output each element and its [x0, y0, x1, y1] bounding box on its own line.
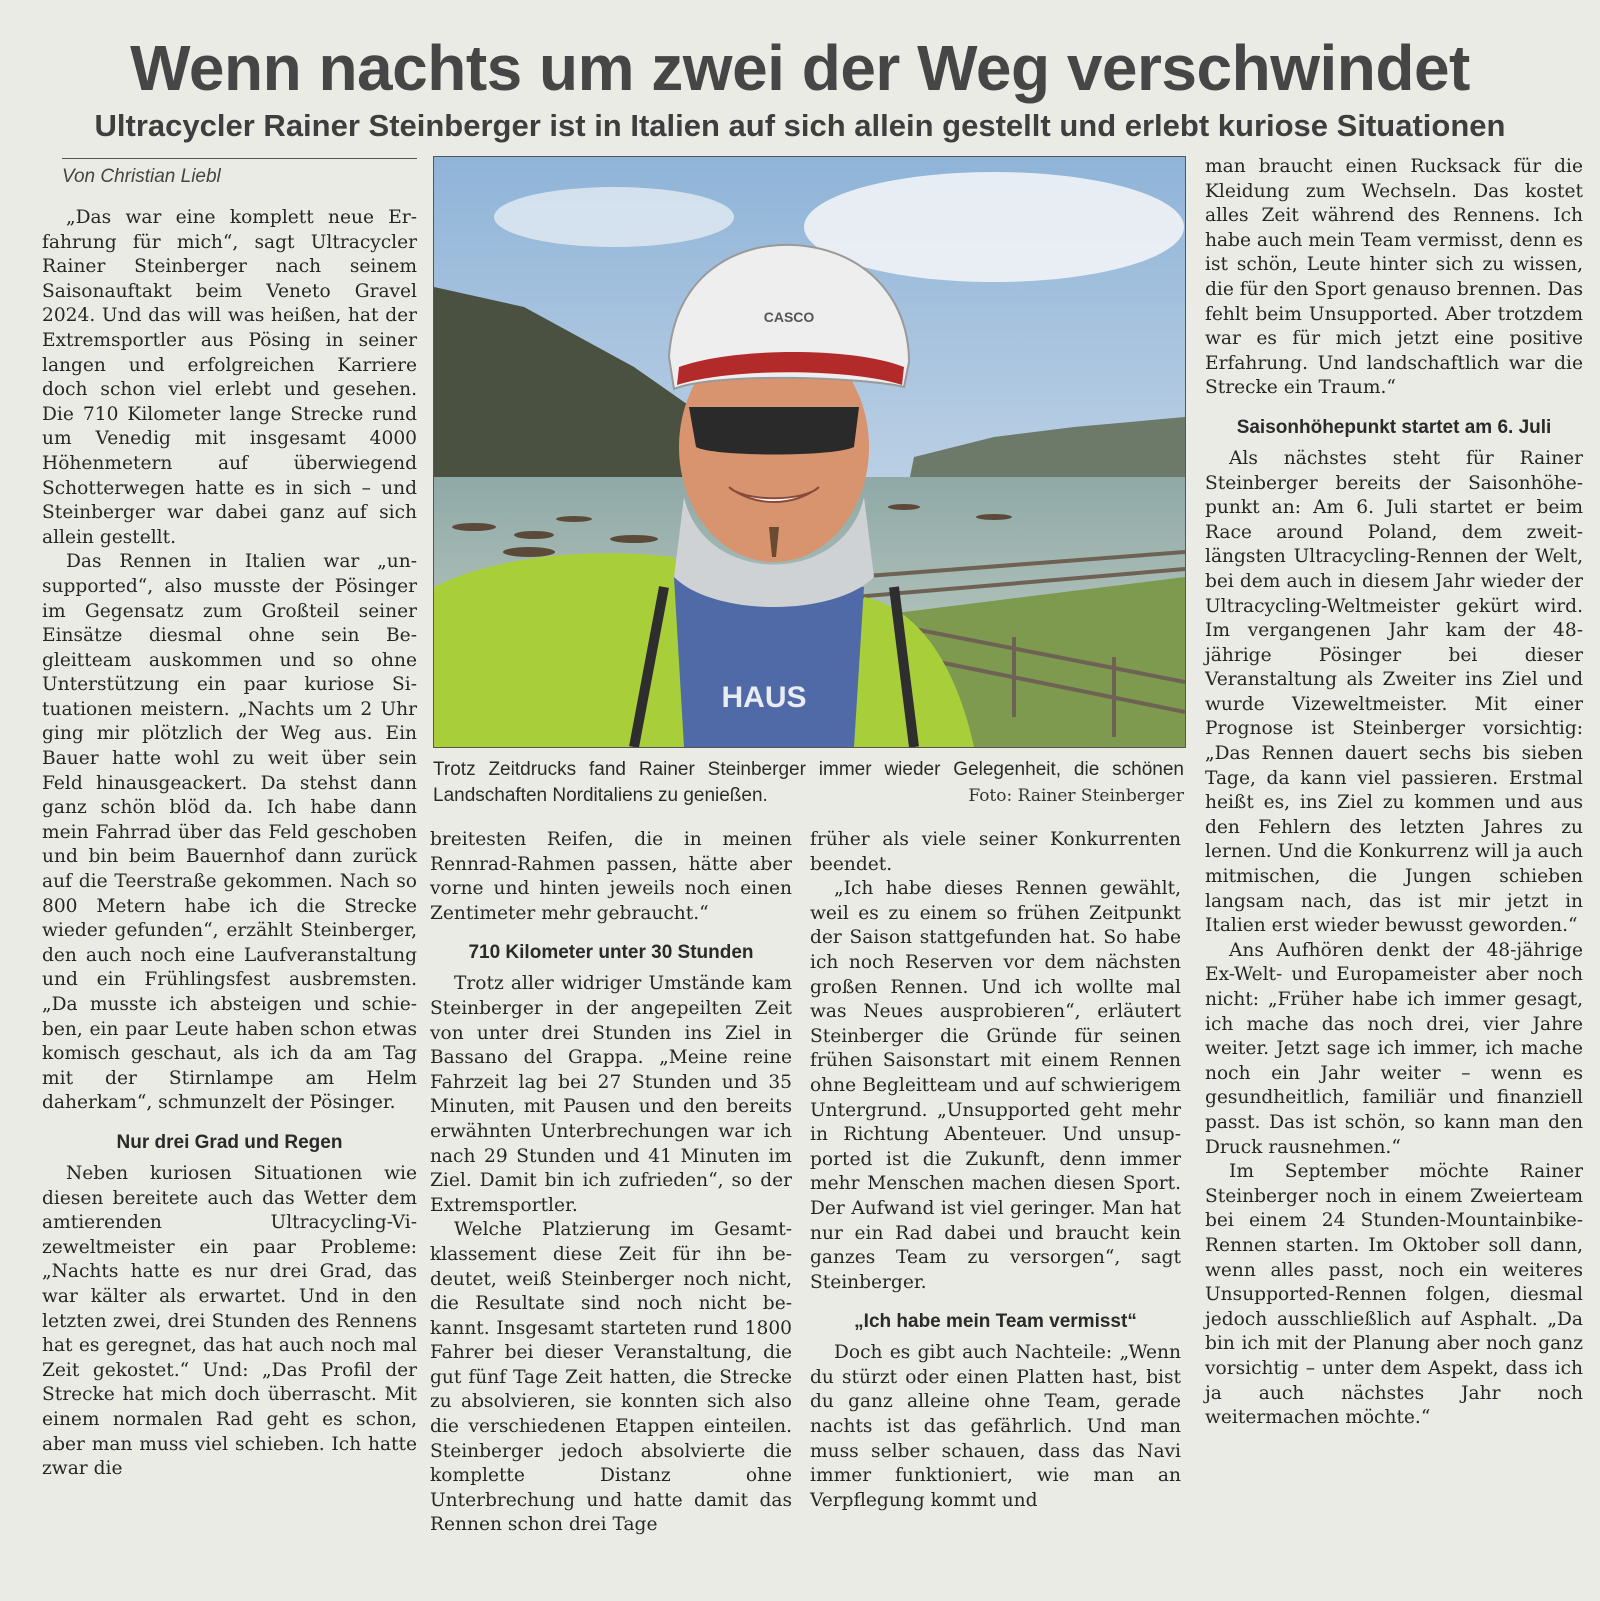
article-photo: [433, 156, 1186, 748]
article-column-2: [430, 828, 792, 1538]
paragraph: „Das war eine komplett neue Erfahrung für mich“, sagt Ultracycler Rainer Steinberger nach seinem Saisonauftakt beim Veneto Gravel 2024. Und das will was heißen, hat der Extremsportler aus Pösing in seiner langen und erfolgreichen Karriere doch schon viel erlebt und gesehen. Die 710 Kilometer lange Strecke rund um Venedig mit insgesamt 4000 Höhenmetern auf überwiegend Schotterwegen hatte es in sich – und Steinberger war dabei ganz auf sich allein gestellt.: [42, 207, 417, 548]
sunglasses: [689, 407, 859, 455]
byline: Von Christian Liebl: [62, 166, 221, 187]
paragraph: „Ich habe dieses Rennen gewählt, weil es zu einem so frühen Zeitpunkt der Saison stattgefunden hat. So habe ich noch Reserven vor dem nächsten großen Rennen. Und ich wollte mal was Neues ausprobieren“, erläutert Steinberger die Gründe für seinen frühen Saisonstart mit einem Rennen ohne Begleitteam und auf schwierigem Untergrund. „Unsupported geht mehr in Richtung Abenteuer. Und unsupported ist die Zukunft, denn immer mehr Menschen machen diesen Sport. Der Aufwand ist viel geringer. Man hat nur ein Rad dabei und braucht kein ganzes Team zu versorgen“, sagt Steinberger.: [810, 878, 1181, 1293]
shirt-text: HAUS: [721, 681, 807, 714]
section-heading: 710 Kilometer unter 30 Stunden: [468, 942, 754, 964]
headline: Wenn nachts um zwei der Weg verschwindet: [130, 32, 1470, 104]
selfie-illustration: [434, 157, 1185, 747]
helmet-brand: CASCO: [763, 309, 815, 325]
paragraph: Im September möchte Rainer Steinberger noch in einem Zweierteam bei einem 24 Stunden-Mountainbike-Rennen starten. Im Oktober soll dann, wenn alles passt, noch ein weiteres Unsupported-Rennen folgen, diesmal jedoch ausschließlich auf Asphalt. „Da bin ich mit der Planung aber noch ganz vorsichtig – unter dem Aspekt, dass ich ja auch nächstes Jahr noch weitermachen möchte.“: [1205, 1161, 1583, 1429]
section-heading: Saisonhöhepunkt startet am 6. Juli: [1236, 416, 1552, 438]
section-heading: Nur drei Grad und Regen: [116, 1131, 343, 1153]
byline-rule: [62, 158, 417, 159]
paragraph: Das Rennen in Italien war „unsupported“, also musste der Pösinger im Gegensatz zum Großteil seiner Einsätze diesmal ohne sein Begleitteam auskommen und so ohne Unterstützung ein paar kuriose Situationen meistern. „Nachts um 2 Uhr ging mir plötzlich der Weg aus. Ein Bauer hatte wohl zu weit über sein Feld hinausgeackert. Da stehst dann ganz schön blöd da. Ich habe dann mein Fahrrad über das Feld geschoben und bin beim Bauernhof dann zurück auf die Teerstraße gekommen. Nach so 800 Metern habe ich die Strecke wieder gefunden“, erzählt Steinberger, den auch noch eine Laufveranstaltung und ein Frühlingsfest ausbremsten. „Da musste ich absteigen und schieben, ein paar Leute haben schon etwas komisch geschaut, als ich da am Tag mit der Stirnlampe am Helm daherkam“, schmunzelt der Pösinger.: [42, 551, 417, 1114]
paragraph: Neben kuriosen Situationen wie diesen bereitete auch das Wetter dem amtierenden Ultracycling-Vizeweltmeister ein paar Probleme: „Nachts hatte es nur drei Grad, das war kälter als erwartet. Und in den letzten zwei, drei Stunden des Rennens hat es geregnet, das hat auch noch mal Zeit gekostet.“ Und: „Das Profil der Strecke hat mich doch überrascht. Mit einem normalen Rad geht es schon, aber man muss viel schieben. Ich hatte zwar die: [42, 1162, 417, 1480]
photo-caption: [433, 757, 1184, 809]
section-heading: „Ich habe mein Team vermisst“: [854, 1311, 1137, 1333]
caption-text: Trotz Zeitdrucks fand Rainer Steinberger immer wieder Gelegenheit, die schönen Landschaften Norditaliens zu genießen.: [433, 759, 1184, 806]
subheadline: Ultracycler Rainer Steinberger ist in Italien auf sich allein gestellt und erlebt kuriose Situationen: [94, 108, 1506, 143]
article-column-4: [1205, 155, 1583, 1431]
paragraph: Welche Platzierung im Gesamtklassement diese Zeit für ihn bedeutet, weiß Steinberger noch nicht, die Resultate sind noch nicht bekannt. Insgesamt starteten rund 1800 Fahrer bei dieser Veranstaltung, die gut fünf Tage Zeit hatten, die Strecke zu absolvieren, sie konnten sich also die verschiedenen Etappen einteilen. Steinberger jedoch absolvierte die komplette Distanz ohne Unterbrechung und hatte damit das Rennen schon drei Tage: [430, 1219, 792, 1536]
article-column-1: [42, 206, 417, 1482]
article-column-3: [810, 828, 1181, 1513]
paragraph: breitesten Reifen, die in meinen Rennrad-Rahmen passen, hätte aber vorne und hinten jeweils noch einen Zentimeter mehr gebraucht.“: [430, 829, 792, 924]
paragraph: Doch es gibt auch Nachteile: „Wenn du stürzt oder einen Platten hast, bist du ganz alleine ohne Team, gerade nachts ist das gefährlich. Und man muss selber schauen, dass das Navi immer funktioniert, wie man an Verpflegung kommt und: [810, 1342, 1181, 1511]
paragraph: Als nächstes steht für Rainer Steinberger bereits der Saisonhöhepunkt an: Am 6. Juli startet er beim Race around Poland, dem zweitlängsten Ultracycling-Rennen der Welt, bei dem auch in diesem Jahr wieder der Ultracycling-Weltmeister gekürt wird. Im vergangenen Jahr kam der 48-jährige Pösinger bei dieser Veranstaltung als Zweiter ins Ziel und wurde Vizeweltmeister. Mit einer Prognose ist Steinberger vorsichtig: „Das Rennen dauert sechs bis sieben Tage, da kann viel passieren. Erstmal heißt es, ins Ziel zu kommen und aus den Fehlern des letzten Jahres zu lernen. Und die Konkurrenz will ja auch mitmischen, die Jungen schieben langsam nach, das ist mir jetzt in Italien erst wieder bewusst geworden.“: [1205, 447, 1583, 937]
cloud: [494, 187, 734, 247]
paragraph: man braucht einen Rucksack für die Kleidung zum Wechseln. Das kostet alles Zeit während des Rennens. Ich habe auch mein Team vermisst, denn es ist schön, Leute hinter sich zu wissen, die für den Sport genauso brennen. Das fehlt beim Unsupported. Aber trotzdem war es für mich jetzt eine positive Erfahrung. Und landschaftlich war die Strecke ein Traum.“: [1205, 156, 1583, 399]
photo-credit: Foto: Rainer Steinberger: [968, 786, 1184, 806]
paragraph: Trotz aller widriger Umstände kam Steinberger in der angepeilten Zeit von unter drei Stunden ins Ziel in Bassano del Grappa. „Meine reine Fahrzeit lag bei 27 Stunden und 35 Minuten, mit Pausen und den bereits erwähnten Unterbrechungen war ich nach 29 Stunden und 41 Minuten im Ziel. Damit bin ich zufrieden“, so der Extremsportler.: [430, 973, 792, 1216]
paragraph: früher als viele seiner Konkurrenten beendet.: [810, 829, 1181, 875]
paragraph: Ans Aufhören denkt der 48-jährige Ex-Welt- und Europameister aber noch nicht: „Früher habe ich immer gesagt, ich mache das noch drei, vier Jahre weiter. Jetzt sage ich immer, ich mache noch ein Jahr weiter – wenn es gesundheitlich, familiär und finanziell passt. Das ist schön, so kann man den Druck rausnehmen.“: [1205, 939, 1583, 1158]
